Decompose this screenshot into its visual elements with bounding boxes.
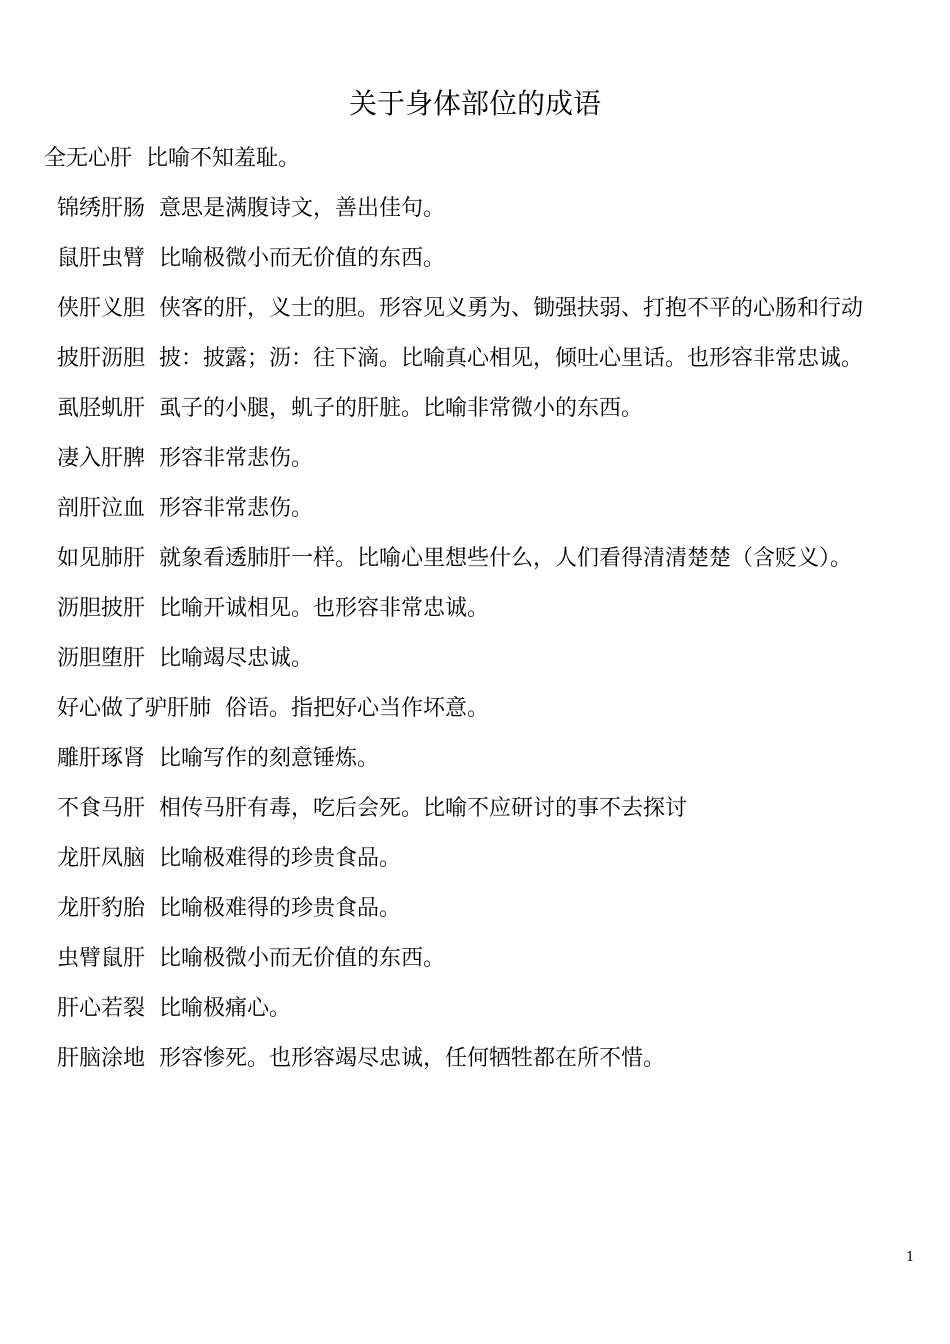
- idiom-term: 虫臂鼠肝: [57, 946, 146, 971]
- idiom-term: 剖肝泣血: [57, 496, 146, 521]
- idiom-term: 雕肝琢肾: [57, 746, 146, 771]
- idiom-entry: [44, 134, 912, 184]
- idiom-term: 肝心若裂: [57, 996, 146, 1021]
- idiom-definition: 比喻开诚相见。也形容非常忠诚。: [159, 596, 490, 621]
- idiom-entry: [44, 1034, 912, 1084]
- idiom-term: 虱胫虮肝: [57, 396, 146, 421]
- idiom-entry: [44, 534, 912, 584]
- idiom-list: [44, 134, 912, 1084]
- page-number: 1: [906, 1250, 915, 1265]
- idiom-entry: [44, 934, 912, 984]
- idiom-entry: [44, 584, 912, 634]
- idiom-term: 好心做了驴肝肺: [57, 696, 212, 721]
- idiom-entry: [44, 784, 912, 834]
- idiom-entry: [44, 734, 912, 784]
- idiom-definition: 形容惨死。也形容竭尽忠诚，任何牺牲都在所不惜。: [159, 1046, 666, 1071]
- idiom-definition: 意思是满腹诗文，善出佳句。: [159, 196, 446, 221]
- idiom-term: 全无心肝: [44, 146, 133, 171]
- idiom-term: 肝脑涂地: [57, 1046, 146, 1071]
- document-title: 关于身体部位的成语: [348, 87, 601, 120]
- idiom-term: 龙肝豹胎: [57, 896, 146, 921]
- idiom-entry: [44, 834, 912, 884]
- idiom-definition: 比喻竭尽忠诚。: [159, 646, 314, 671]
- idiom-definition: 就象看透肺肝一样。比喻心里想些什么，人们看得清清楚楚（含贬义）。: [159, 546, 853, 571]
- idiom-definition: 比喻极微小而无价值的东西。: [159, 246, 446, 271]
- idiom-entry: [44, 984, 912, 1034]
- idiom-entry: [44, 484, 912, 534]
- idiom-definition: 形容非常悲伤。: [159, 496, 314, 521]
- idiom-entry: [44, 384, 912, 434]
- idiom-term: 沥胆堕肝: [57, 646, 146, 671]
- idiom-term: 不食马肝: [57, 796, 146, 821]
- idiom-entry: [44, 884, 912, 934]
- idiom-definition: 披：披露；沥：往下滴。比喻真心相见，倾吐心里话。也形容非常忠诚。: [159, 346, 864, 371]
- idiom-definition: 比喻极难得的珍贵食品。: [159, 846, 402, 871]
- idiom-entry: [44, 334, 912, 384]
- idiom-definition: 虱子的小腿，虮子的肝脏。比喻非常微小的东西。: [159, 396, 644, 421]
- idiom-entry: [44, 234, 912, 284]
- idiom-term: 如见肺肝: [57, 546, 146, 571]
- idiom-entry: [44, 184, 912, 234]
- idiom-entry: [44, 634, 912, 684]
- idiom-definition: 俗语。指把好心当作坏意。: [225, 696, 490, 721]
- idiom-term: 锦绣肝肠: [57, 196, 146, 221]
- idiom-term: 鼠肝虫臂: [57, 246, 146, 271]
- idiom-term: 沥胆披肝: [57, 596, 146, 621]
- idiom-definition: 比喻极痛心。: [159, 996, 292, 1021]
- idiom-entry: [44, 684, 912, 734]
- idiom-definition: 形容非常悲伤。: [159, 446, 314, 471]
- idiom-term: 披肝沥胆: [57, 346, 146, 371]
- idiom-definition: 比喻极难得的珍贵食品。: [159, 896, 402, 921]
- idiom-term: 凄入肝脾: [57, 446, 146, 471]
- idiom-definition: 比喻写作的刻意锤炼。: [159, 746, 380, 771]
- idiom-definition: 比喻不知羞耻。: [146, 146, 301, 171]
- idiom-entry: [44, 434, 912, 484]
- idiom-definition: 侠客的肝，义士的胆。形容见义勇为、锄强扶弱、打抱不平的心肠和行动: [159, 296, 864, 321]
- idiom-definition: 比喻极微小而无价值的东西。: [159, 946, 446, 971]
- idiom-definition: 相传马肝有毒，吃后会死。比喻不应研讨的事不去探讨: [159, 796, 688, 821]
- idiom-entry: [44, 284, 912, 334]
- idiom-term: 侠肝义胆: [57, 296, 146, 321]
- idiom-term: 龙肝凤脑: [57, 846, 146, 871]
